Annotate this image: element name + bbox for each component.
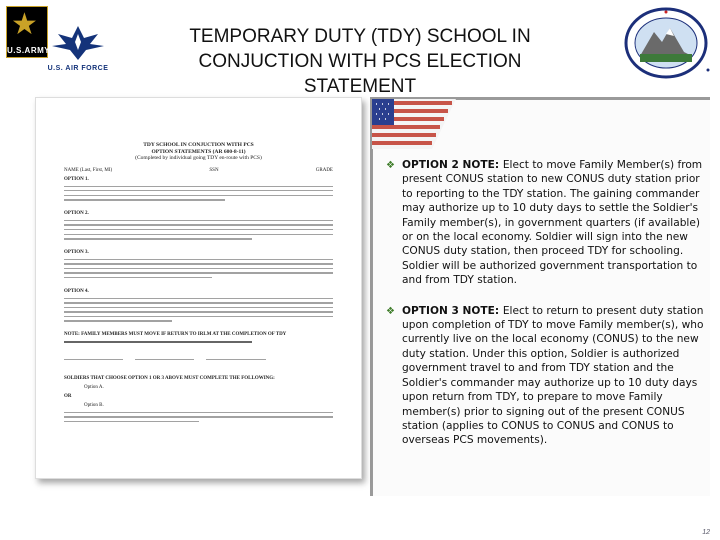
form-grade-label: GRADE [315, 167, 333, 173]
form-heading-line-2: OPTION STATEMENTS (AR 600-8-11) [151, 148, 246, 155]
tdy-option-statement-form-image [35, 97, 362, 479]
form-option-2: OPTION 2. [64, 210, 89, 216]
page-number: 12 [702, 529, 710, 536]
page-title [130, 24, 590, 99]
list-item [386, 158, 708, 288]
air-force-logo-text: U.S. AIR FORCE [47, 65, 109, 72]
form-option-b: Option B. [84, 402, 104, 408]
form-option-1: OPTION 1. [64, 176, 89, 182]
form-heading [36, 142, 361, 162]
bullet-diamond-icon: ❖ [386, 305, 395, 317]
form-note: NOTE: FAMILY MEMBERS MUST MOVE IF RETURN TO IRLM AT THE COMPLETION OF TDY [64, 332, 287, 338]
form-or: OR [64, 393, 72, 399]
title-line-3: STATEMENT [303, 76, 417, 97]
army-star-icon: ★ [11, 7, 38, 42]
form-option-3: OPTION 3. [64, 249, 89, 255]
air-force-wings-icon [48, 20, 108, 64]
form-ssn-label: SSN [209, 167, 219, 173]
base-seal-emblem [622, 6, 710, 80]
us-army-logo [6, 6, 51, 58]
list-item [386, 304, 708, 448]
form-option-a: Option A. [84, 384, 104, 390]
form-heading-line-1: TDY SCHOOL IN CONJUCTION WITH PCS [143, 142, 254, 148]
bullet-label: OPTION 2 NOTE: [402, 159, 503, 171]
bullet-text: Elect to return to present duty station upon completion of TDY to move Family member(s), who currently live on the local economy (CONUS) to the new duty station. Under this option, Soldier is authorized government travel to and from TDY station and the Soldier's commander may authorize up to 10 duty days upon return from TDY, to prepare to move Family member(s) prior to signing out of the present CONUS station (applies to CONUS to CONUS and CONUS to overseas PCS movements). [402, 304, 704, 447]
american-flag-image [372, 99, 456, 149]
form-option-4: OPTION 4. [64, 288, 89, 294]
bullet-text: Elect to move Family Member(s) from present CONUS station to new CONUS duty station prior to reporting to the TDY station. The gaining commander may authorize up to 10 duty days to settle the Soldier's Family member(s), in government quarters (if available) or on the local economy. Soldier will sign into the new CONUS duty station, then proceed TDY for schooling. Soldier will be authorized government transportation to and from TDY station. [402, 159, 703, 287]
us-air-force-logo [48, 20, 108, 80]
bullet-label: OPTION 3 NOTE: [402, 304, 503, 317]
title-line-1: TEMPORARY DUTY (TDY) SCHOOL IN [189, 26, 531, 47]
option-notes-list [386, 158, 708, 464]
army-logo-text: U.S.ARMY [7, 46, 51, 55]
form-soldiers-instruction: SOLDIERS THAT CHOOSE OPTION 1 OR 3 ABOVE MUST COMPLETE THE FOLLOWING: [64, 375, 275, 381]
bullet-diamond-icon: ❖ [386, 160, 395, 171]
title-line-2: CONJUCTION WITH PCS ELECTION [198, 51, 522, 72]
form-heading-line-3: (Completed by individual going TDY en-route with PCS) [135, 155, 262, 161]
form-name-label: NAME (Last, First, MI) [64, 167, 113, 173]
